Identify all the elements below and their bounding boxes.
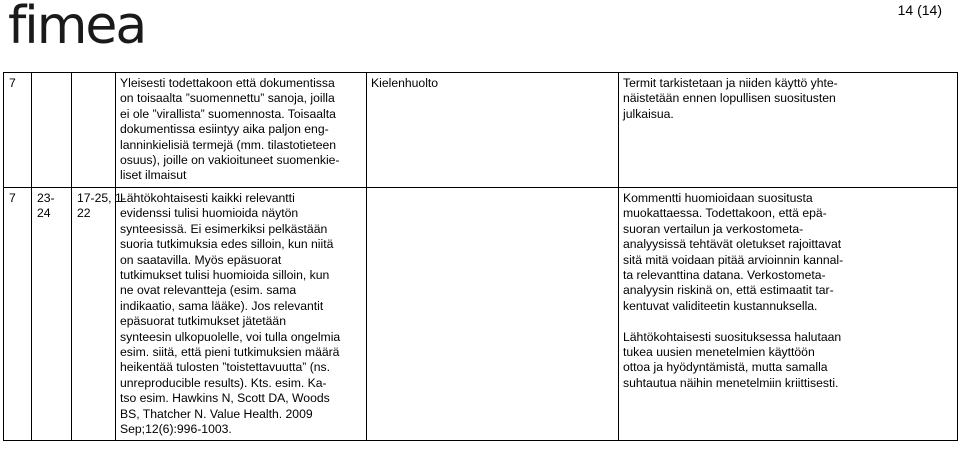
response-line: ottoa ja hyödyntämistä, mutta samalla: [623, 360, 828, 375]
response-line: muokattaessa. Todettakoon, että epä-: [623, 206, 827, 221]
page-number: 14 (14): [897, 2, 942, 18]
fimea-logo-graphic: [8, 0, 158, 50]
comment-cell: [116, 188, 367, 441]
response-line: Kommentti huomioidaan suositusta: [623, 191, 813, 205]
comment-line: dokumentissa esiintyy aika paljon eng-: [120, 122, 329, 137]
comment-line: ne ovat relevantteja (esim. sama: [120, 283, 297, 298]
chapter-number-cell: 7: [4, 188, 32, 441]
comment-line: synteesissä. Ei esimerkiksi pelkästään: [120, 221, 328, 236]
chapter-number-cell: 7: [4, 73, 32, 188]
response-line: analyysissä tehtävät oletukset rajoittavat: [623, 237, 842, 252]
comment-line: heikentää tulosten ”toistettavuutta” (ns.: [120, 360, 331, 375]
comment-line: lanninkielisiä termejä (mm. tilastotieteen: [120, 137, 337, 152]
response-line: suhtautua näihin menetelmiin kriittisesti.: [623, 375, 839, 390]
comment-cell: [116, 73, 367, 188]
comment-line: suoria tutkimuksia edes silloin, kun niitä: [120, 237, 334, 252]
logo-wordmark: fimea: [8, 0, 146, 50]
comment-line: Sep;12(6):996-1003.: [120, 422, 232, 437]
comment-line: osuus), joille on vakioituneet suomenkie-: [120, 153, 340, 168]
comment-line: liset ilmaisut: [120, 168, 187, 183]
response-line: analyysin riskinä on, että estimaatit tar-: [623, 283, 834, 298]
response-cell: [619, 73, 958, 188]
comment-line: esim. siitä, että pieni tutkimuksien määrä: [120, 345, 340, 360]
comment-line: epäsuorat tutkimukset jätetään: [120, 314, 286, 329]
comment-line: on saatavilla. Myös epäsuorat: [120, 252, 282, 267]
response-line: sitä mitä voidaan pitää arvioinnin kannal-: [623, 252, 844, 267]
category-cell: [367, 188, 619, 441]
response-line: tukea uusien menetelmien käyttöön: [623, 345, 815, 360]
row-ref-cell: [72, 188, 126, 441]
response-line: Termit tarkistetaan ja niiden käyttö yhte-: [623, 76, 838, 90]
category-cell: Kielenhuolto: [367, 73, 619, 188]
comment-table: [3, 72, 958, 441]
page-ref-cell: [32, 73, 72, 188]
table-row: [4, 188, 958, 441]
page-ref-cell: 23-24: [32, 188, 72, 441]
comment-line: ei ole ”virallista” suomennosta. Toisaalta: [120, 106, 336, 121]
fimea-logo: [8, 0, 158, 55]
response-blank-line: [623, 314, 953, 329]
response-line: Lähtökohtaisesti suosituksessa halutaan: [623, 329, 842, 344]
comment-line: tutkimukset tulisi huomioida silloin, kun: [120, 268, 330, 283]
comment-line: Lähtökohtaisesti kaikki relevantti: [120, 191, 295, 205]
row-ref-line: 17-25, 1-: [77, 191, 126, 205]
comment-line: Yleisesti todettakoon että dokumentissa: [120, 76, 335, 90]
response-line: suoran vertailun ja verkostometa-: [623, 221, 804, 236]
comment-line: BS, Thatcher N. Value Health. 2009: [120, 406, 313, 421]
response-line: julkaisua.: [623, 106, 674, 121]
row-ref-line: 22: [77, 206, 91, 221]
comment-line: on toisaalta ”suomennettu” sanoja, joilla: [120, 91, 335, 106]
response-line: näistetään ennen lopullisen suositusten: [623, 91, 836, 106]
comment-line: tso esim. Hawkins N, Scott DA, Woods: [120, 391, 330, 406]
response-line: ta relevanttina datana. Verkostometa-: [623, 268, 826, 283]
comment-line: unreproducible results). Kts. esim. Ka-: [120, 375, 327, 390]
table-row: [4, 73, 958, 188]
response-cell: [619, 188, 958, 441]
response-line: kentuvat validiteetin kustannuksella.: [623, 298, 818, 313]
comment-line: evidenssi tulisi huomioida näytön: [120, 206, 299, 221]
comment-line: indikaatio, sama lääke). Jos relevantit: [120, 298, 324, 313]
comment-line: synteesin ulkopuolelle, voi tulla ongelmia: [120, 329, 341, 344]
row-ref-cell: [72, 73, 116, 188]
